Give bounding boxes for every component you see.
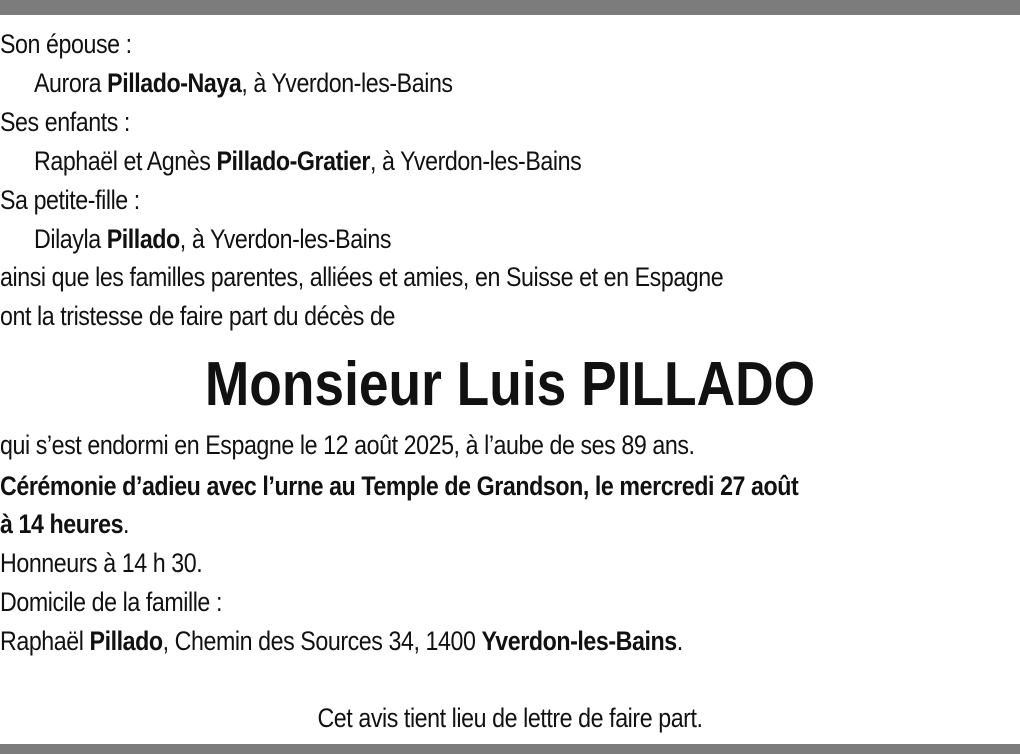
spouse-heading: Son épouse : [0,29,132,59]
domicile-first-name: Raphaël [0,626,90,656]
sorrow-line: ont la tristesse de faire part du décès de [0,301,395,331]
honours-line: Honneurs à 14 h 30. [0,548,203,578]
closing-line: Cet avis tient lieu de lettre de faire part. [317,703,703,733]
domicile-surname: Pillado [89,626,163,656]
deceased-name: Monsieur Luis PILLADO [204,350,816,419]
families-line: ainsi que les familles parentes, alliées et amies, en Suisse et en Espagne [0,262,724,292]
children-heading: Ses enfants : [0,107,130,137]
domicile-address [0,625,683,657]
bottom-rule [0,744,1020,754]
granddaughter-heading: Sa petite-fille : [0,185,140,215]
children-first-names: Raphaël et Agnès [34,146,217,176]
spouse-place: , à Yverdon-les-Bains [241,68,453,98]
granddaughter-entry [34,223,391,255]
granddaughter-first-name: Dilayla [34,224,107,254]
children-surname: Pillado-Gratier [216,146,371,176]
ceremony-line-2 [0,508,129,540]
children-entry [34,145,581,177]
domicile-street: , Chemin des Sources 34, 1400 [162,626,482,656]
granddaughter-place: , à Yverdon-les-Bains [179,224,392,254]
domicile-heading: Domicile de la famille : [0,587,222,617]
spouse-surname: Pillado-Naya [107,68,242,98]
granddaughter-surname: Pillado [106,224,180,254]
top-rule [0,0,1020,15]
domicile-period: . [676,626,683,656]
ceremony-time: à 14 heures [0,509,124,539]
spouse-first-name: Aurora [34,68,108,98]
death-line: qui s’est endormi en Espagne le 12 août 2025, à l’aube de ses 89 ans. [0,430,695,460]
spouse-entry [34,67,453,99]
children-place: , à Yverdon-les-Bains [370,146,582,176]
domicile-city: Yverdon-les-Bains [481,626,677,656]
ceremony-line-1: Cérémonie d’adieu avec l’urne au Temple de Grandson, le mercredi 27 août [0,471,799,501]
ceremony-period: . [123,509,130,539]
